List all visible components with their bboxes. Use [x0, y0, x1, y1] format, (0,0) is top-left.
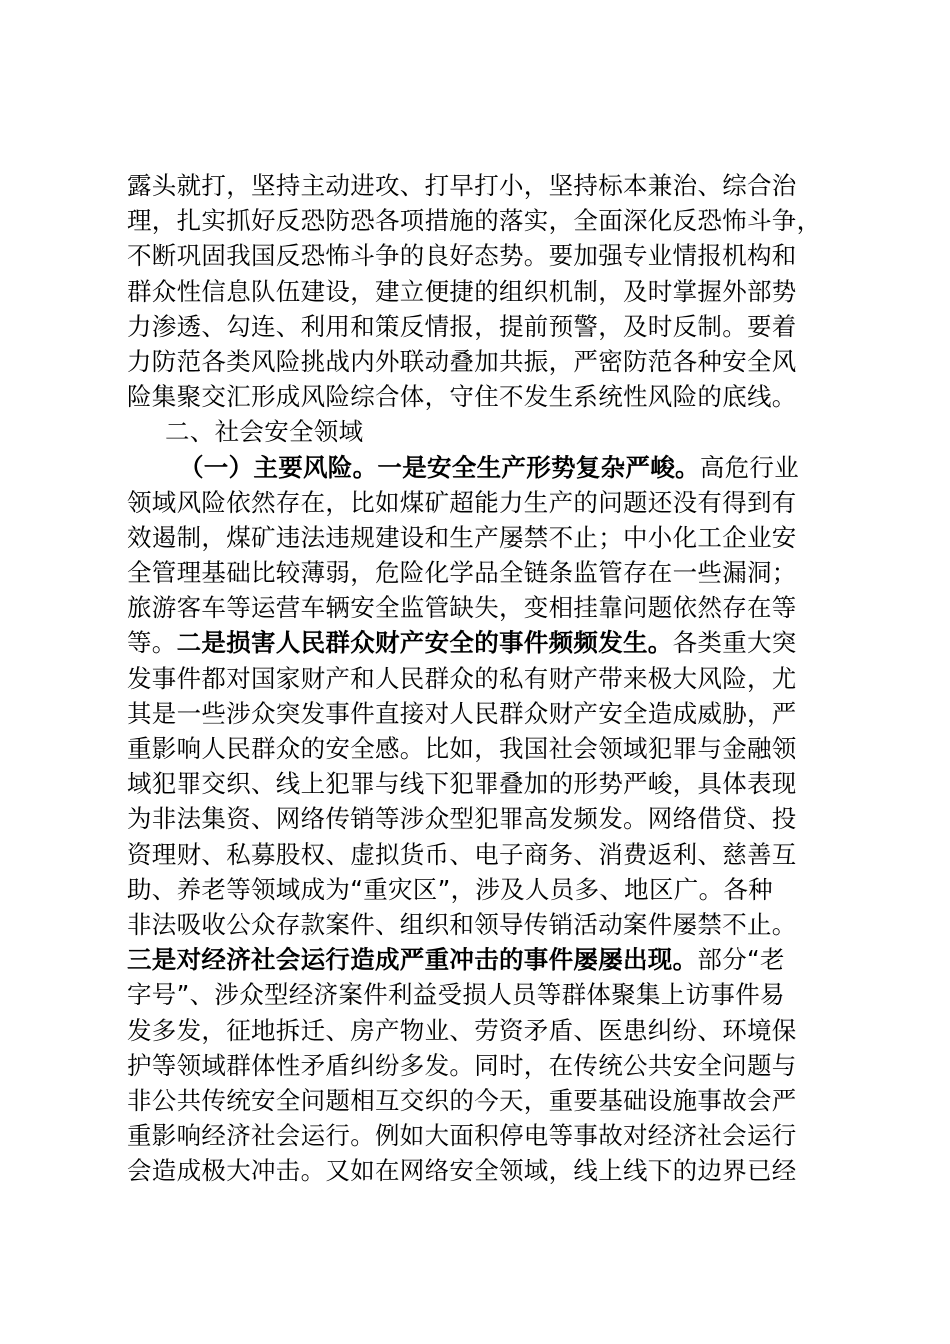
text-line: 险集聚交汇形成风险综合体，守住不发生系统性风险的底线。: [127, 382, 797, 412]
text-line: 效遏制，煤矿违法违规建设和生产屡禁不止；中小化工企业安: [127, 522, 797, 552]
text-line: 群众性信息队伍建设，建立便捷的组织机制，及时掌握外部势: [127, 276, 797, 306]
text-line: 露头就打，坚持主动进攻、打早打小，坚持标本兼治、综合治: [127, 171, 797, 200]
point-two-title: 二是损害人民群众财产安全的事件频频发生。: [176, 628, 673, 658]
document-page: [127, 168, 833, 1188]
text-line: 发多发，征地拆迁、房产物业、劳资矛盾、医患纠纷、环境保: [127, 1015, 797, 1045]
text-line: 为非法集资、网络传销等涉众型犯罪高发频发。网络借贷、投: [127, 804, 797, 834]
text-run: 各类重大突: [672, 628, 797, 658]
text-run: 高危行业: [699, 452, 800, 482]
text-line: 不断巩固我国反恐怖斗争的良好态势。要加强专业情报机构和: [127, 241, 797, 271]
section-heading: 二、社会安全领域: [165, 417, 364, 447]
text-line: 资理财、私募股权、虚拟货币、电子商务、消费返利、慈善互: [127, 839, 797, 869]
text-line: 力防范各类风险挑战内外联动叠加共振，严密防范各种安全风: [127, 346, 797, 376]
text-line: 其是一些涉众突发事件直接对人民群众财产安全造成威胁，严: [127, 698, 797, 728]
text-line: 领域风险依然存在，比如煤矿超能力生产的问题还没有得到有: [127, 487, 797, 517]
text-line: 力渗透、勾连、利用和策反情报，提前预警，及时反制。要着: [127, 311, 797, 341]
text-line: 非法吸收公众存款案件、组织和领导传销活动案件屡禁不止。: [127, 909, 797, 939]
subsection-title: （一）主要风险。: [179, 452, 378, 482]
text-line: 发事件都对国家财产和人民群众的私有财产带来极大风险，尤: [127, 663, 797, 693]
text-line: 旅游客车等运营车辆安全监管缺失，变相挂靠问题依然存在等: [127, 593, 797, 623]
text-line: [127, 625, 833, 660]
text-line: 护等领域群体性矛盾纠纷多发。同时，在传统公共安全问题与: [127, 1050, 797, 1080]
point-one-title: 一是安全生产形势复杂严峻。: [377, 452, 700, 482]
text-line: 全管理基础比较薄弱，危险化学品全链条监管存在一些漏洞；: [127, 558, 797, 588]
text-line: 非公共传统安全问题相互交织的今天，重要基础设施事故会严: [127, 1085, 797, 1115]
text-line: 域犯罪交织、线上犯罪与线下犯罪叠加的形势严峻，具体表现: [127, 769, 797, 799]
text-line: 字号”、涉众型经济案件利益受损人员等群体聚集上访事件易: [127, 980, 785, 1010]
text-line: 助、养老等领域成为“重灾区”，涉及人员多、地区广。各种: [127, 874, 773, 904]
text-line: 理，扎实抓好反恐防恐各项措施的落实，全面深化反恐怖斗争，: [127, 206, 822, 236]
text-line: 会造成极大冲击。又如在网络安全领域，线上线下的边界已经: [127, 1156, 797, 1186]
text-line: 重影响经济社会运行。例如大面积停电等事故对经济社会运行: [127, 1121, 797, 1151]
text-run: 部分“老: [697, 945, 785, 975]
point-three-title: 三是对经济社会运行造成严重冲击的事件屡屡出现。: [127, 945, 698, 975]
text-line: [127, 450, 833, 485]
text-run: 等。: [127, 628, 177, 658]
text-line: [127, 942, 833, 977]
text-line: 重影响人民群众的安全感。比如，我国社会领域犯罪与金融领: [127, 734, 797, 763]
